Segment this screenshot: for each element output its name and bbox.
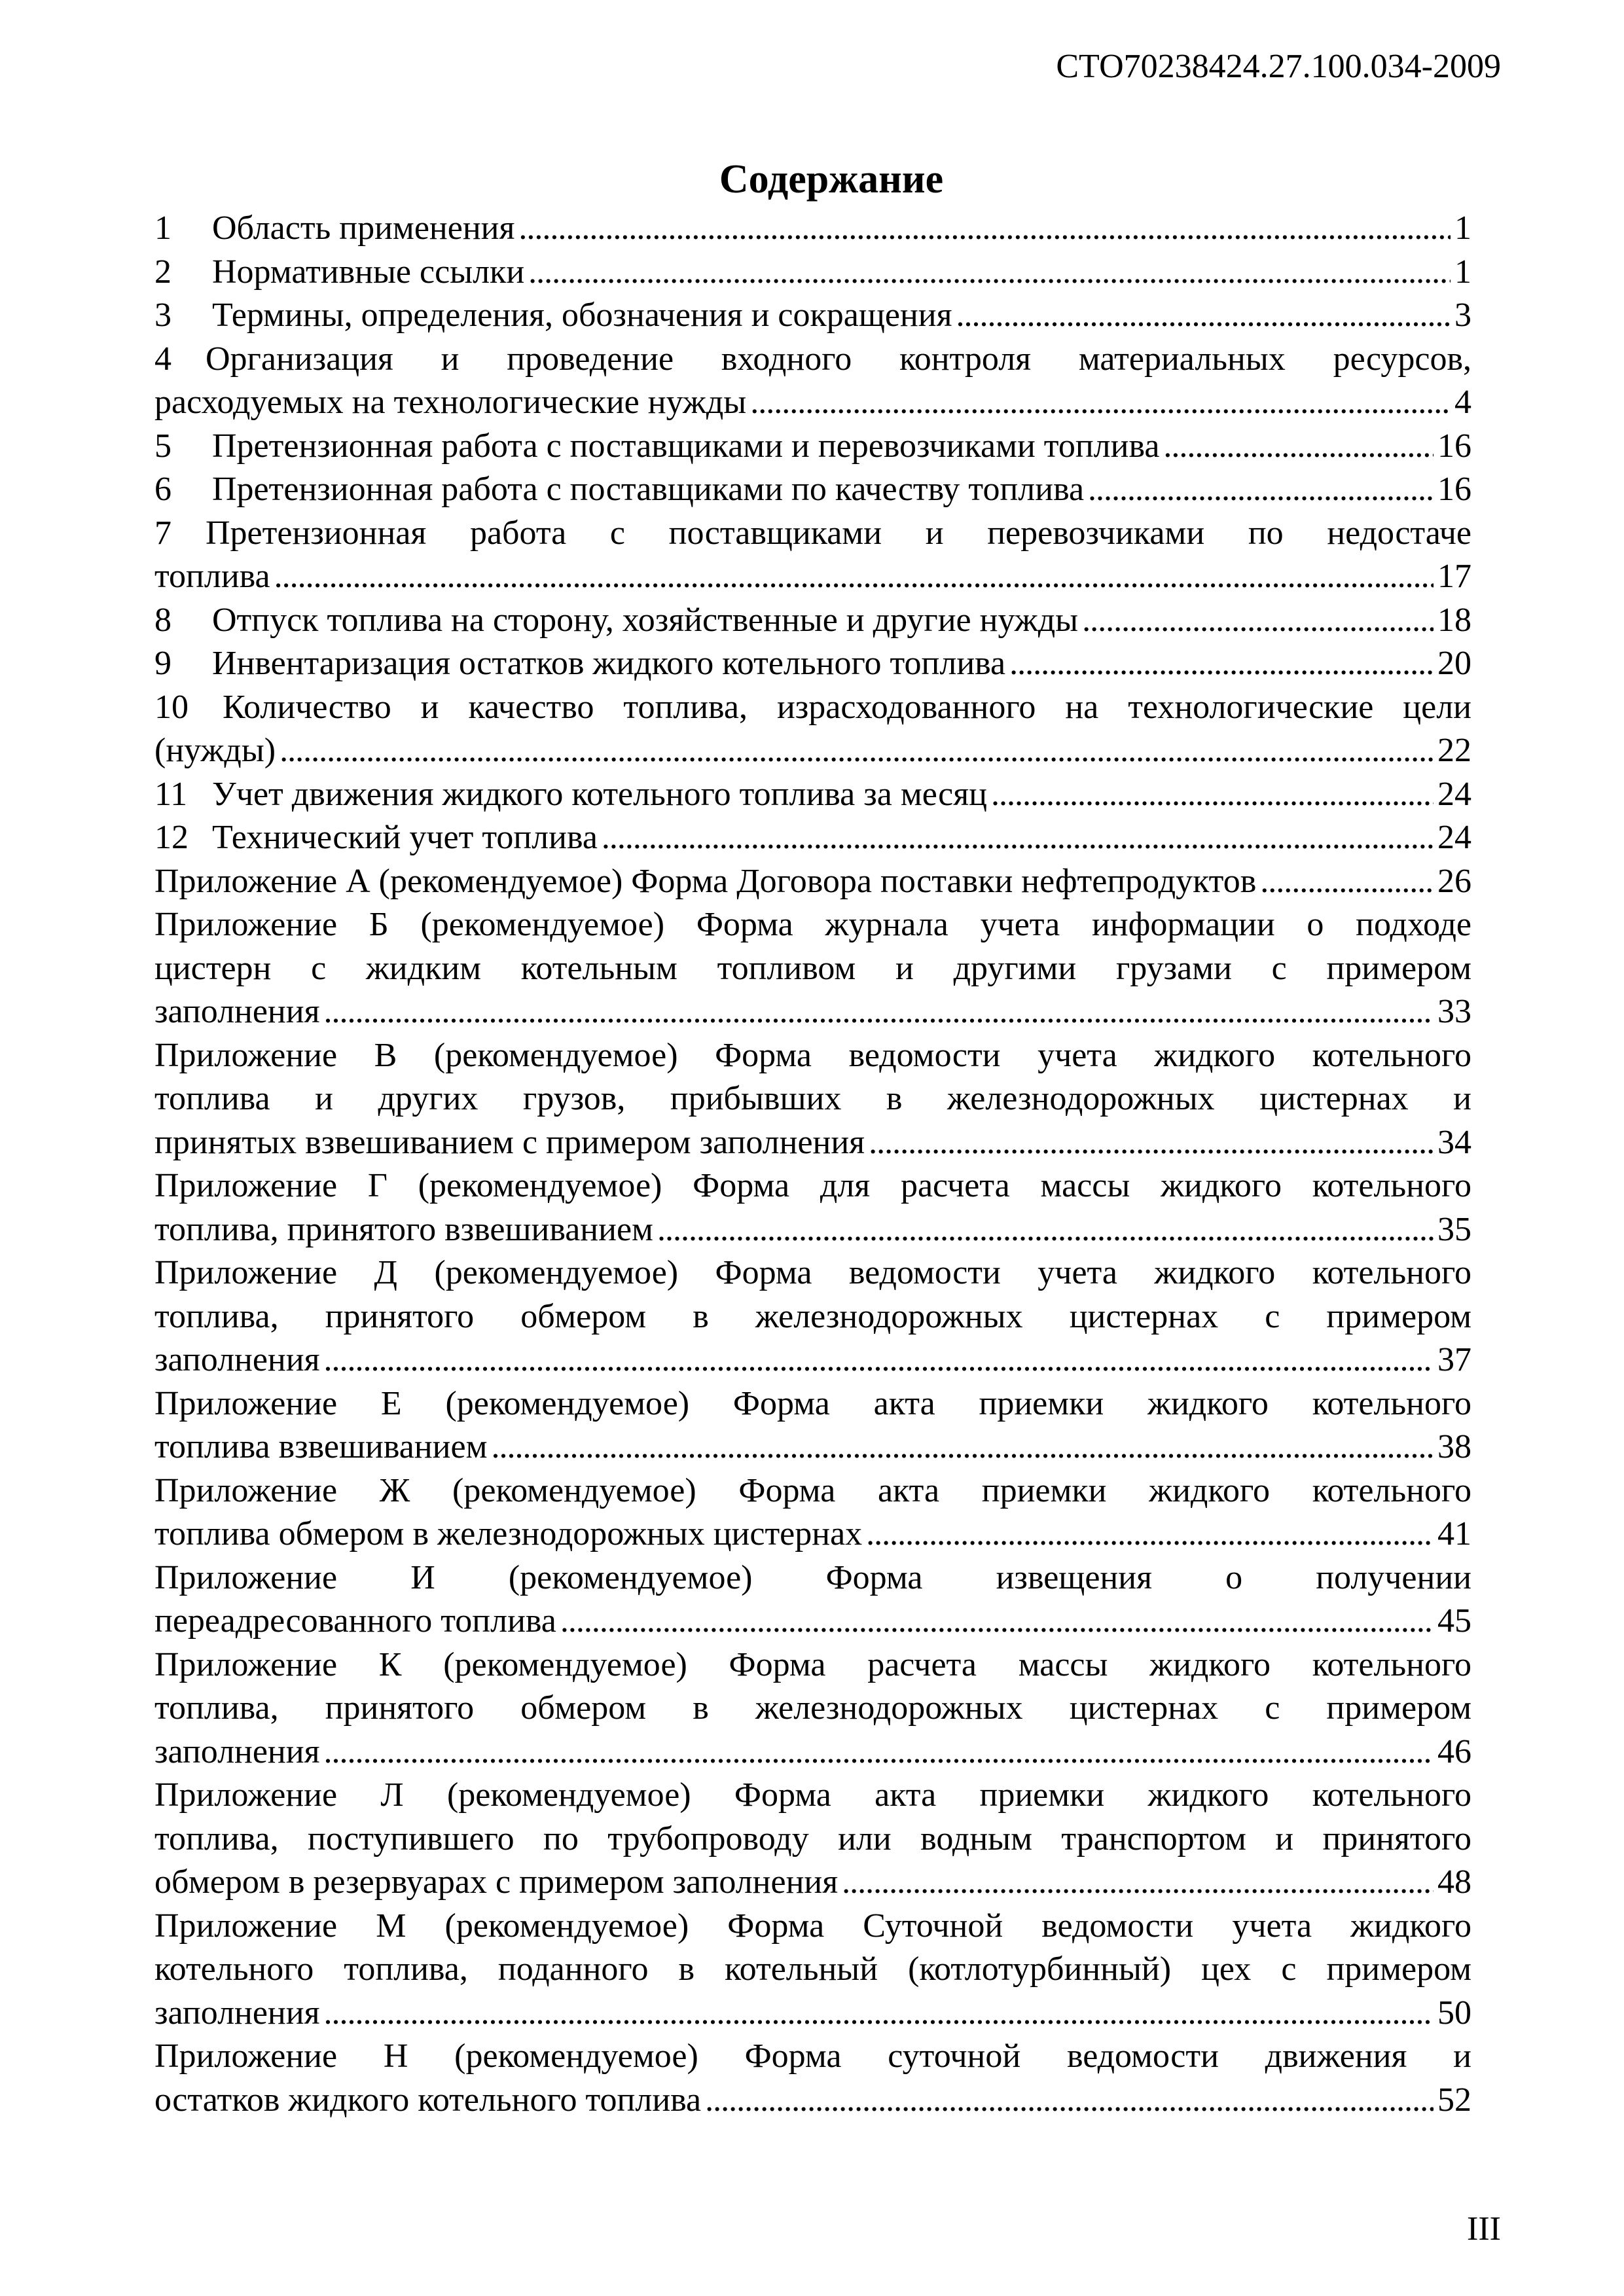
- toc-entry-title: Приложение В (рекомендуемое) Форма ведомости учета жидкого котельного: [154, 1036, 1471, 1074]
- toc-entry-number: 12: [154, 819, 189, 856]
- toc-entry-title: заполнения: [154, 1341, 320, 1378]
- toc-entry-line: [154, 947, 1471, 991]
- toc-entry-title: заполнения: [154, 993, 320, 1030]
- toc-entry-line-last: [154, 1513, 1471, 1556]
- toc-entry-line-last: [154, 729, 1471, 773]
- toc-leader-dots: [657, 1208, 1434, 1252]
- toc-page-number: 48: [1437, 1863, 1471, 1901]
- toc-entry-line: [154, 1643, 1471, 1687]
- toc-leader-dots: [602, 816, 1434, 860]
- toc-page-number: 4: [1454, 384, 1471, 421]
- toc-leader-dots: [528, 251, 1451, 295]
- toc-leader-dots: [991, 773, 1434, 817]
- toc-entry-line-last: [154, 555, 1471, 599]
- toc-entry-title: Приложение Н (рекомендуемое) Форма суточной ведомости движения и: [154, 2037, 1471, 2075]
- toc-entry-title: Претензионная работа с поставщиками и перевозчиками топлива: [212, 427, 1160, 465]
- toc-entry-line: [154, 686, 1471, 730]
- toc-leader-dots: [518, 207, 1451, 251]
- toc-entry-number: 1: [154, 209, 171, 247]
- toc-leader-dots: [560, 1600, 1434, 1643]
- toc-leader-dots: [324, 990, 1434, 1034]
- toc-page-number: 35: [1437, 1210, 1471, 1248]
- toc-entry-number: 8: [154, 601, 171, 639]
- toc-page-number: 17: [1437, 558, 1471, 595]
- toc-entry-title: расходуемых на технологические нужды: [154, 384, 747, 421]
- toc-entry-number: 5: [154, 427, 171, 465]
- toc-entry-number: 4: [154, 340, 206, 378]
- toc-leader-dots: [1163, 425, 1434, 469]
- toc-entry-number: 7: [154, 514, 206, 552]
- toc-page-number: 24: [1437, 775, 1471, 813]
- toc-entry-line: [154, 1905, 1471, 1948]
- toc-leader-dots: [280, 729, 1434, 773]
- toc-entry-line-last: [154, 1600, 1471, 1643]
- toc-entry-line: [154, 1818, 1471, 1861]
- toc-entry-line-last: [154, 642, 1471, 686]
- toc-entry-line-last: [154, 468, 1471, 512]
- toc-page-number: 26: [1437, 862, 1471, 900]
- toc-entry-title: Область применения: [212, 209, 515, 247]
- toc-entry-number: 3: [154, 296, 171, 334]
- toc-entry-title: Инвентаризация остатков жидкого котельного топлива: [212, 645, 1006, 682]
- toc-entry-line-last: [154, 990, 1471, 1034]
- toc-page-number: 1: [1454, 253, 1471, 291]
- toc-entry-line: [154, 1034, 1471, 1078]
- toc-entry-title: топлива: [154, 558, 270, 595]
- toc-entry-line-last: [154, 599, 1471, 643]
- toc-entry-title: Приложение Д (рекомендуемое) Форма ведомости учета жидкого котельного: [154, 1254, 1471, 1291]
- toc-entry-line: [154, 1556, 1471, 1600]
- toc-entry-number: 6: [154, 471, 171, 508]
- toc-entry-title: топлива, принятого обмером в железнодорожных цистернах с примером: [154, 1689, 1471, 1727]
- toc-entry-line: [154, 1077, 1471, 1121]
- toc-entry-line: [154, 1251, 1471, 1295]
- toc-entry-title: (нужды): [154, 732, 276, 769]
- toc-entry-title: обмером в резервуарах с примером заполнения: [154, 1863, 839, 1901]
- toc-entry-title: Нормативные ссылки: [212, 253, 525, 291]
- toc-entry-title: Приложение И (рекомендуемое) Форма извещения о получении: [154, 1558, 1471, 1596]
- toc-entry-line-last: [154, 381, 1471, 425]
- toc-entry-line-last: [154, 1861, 1471, 1905]
- toc-entry-title: Приложение Л (рекомендуемое) Форма акта приемки жидкого котельного: [154, 1776, 1471, 1814]
- toc-page-number: 52: [1437, 2081, 1471, 2119]
- toc-leader-dots: [842, 1861, 1434, 1905]
- toc-page-number: 34: [1437, 1123, 1471, 1161]
- toc-entry-number: 11: [154, 775, 188, 813]
- toc-entry-line: [154, 1774, 1471, 1818]
- toc-leader-dots: [705, 2079, 1434, 2123]
- toc-entry-line-last: [154, 1426, 1471, 1469]
- toc-entry-number: 2: [154, 253, 171, 291]
- toc-page-number: 33: [1437, 993, 1471, 1030]
- toc-leader-dots: [491, 1426, 1434, 1469]
- toc-entry-line: [154, 1295, 1471, 1339]
- toc-entry-line: [154, 1382, 1471, 1426]
- toc-page-number: 3: [1454, 296, 1471, 334]
- toc-leader-dots: [274, 555, 1434, 599]
- toc-entry-title: Количество и качество топлива, израсходованного на технологические цели: [223, 688, 1471, 726]
- toc-entry-line-last: [154, 1992, 1471, 2036]
- toc-page-number: 37: [1437, 1341, 1471, 1378]
- toc-entry-title: Приложение Б (рекомендуемое) Форма журнала учета информации о подходе: [154, 906, 1471, 943]
- toc-leader-dots: [869, 1121, 1434, 1165]
- toc-entry-line-last: [154, 1121, 1471, 1165]
- toc-entry-title: цистерн с жидким котельным топливом и другими грузами с примером: [154, 949, 1471, 987]
- toc-page-number: 16: [1437, 427, 1471, 465]
- toc-entry-title: заполнения: [154, 1994, 320, 2032]
- toc-leader-dots: [324, 1338, 1434, 1382]
- toc-entry-title: Претензионная работа с поставщиками по качеству топлива: [212, 471, 1085, 508]
- toc-entry-title: Приложение А (рекомендуемое) Форма Договора поставки нефтепродуктов: [154, 862, 1257, 900]
- toc-leader-dots: [324, 1992, 1434, 2036]
- toc-entry-line-last: [154, 207, 1471, 251]
- toc-leader-dots: [1082, 599, 1434, 643]
- toc-entry-number: 10: [154, 688, 223, 726]
- toc-entry-title: принятых взвешиванием с примером заполнения: [154, 1123, 865, 1161]
- toc-page-number: 18: [1437, 601, 1471, 639]
- toc-entry-title: Технический учет топлива: [212, 819, 598, 856]
- toc-page-number: 16: [1437, 471, 1471, 508]
- page-number: III: [1467, 2210, 1501, 2248]
- page-title: Содержание: [719, 157, 944, 202]
- toc-leader-dots: [1088, 468, 1434, 512]
- toc-page-number: 41: [1437, 1515, 1471, 1552]
- toc-entry-line: [154, 1469, 1471, 1513]
- toc-entry-line-last: [154, 816, 1471, 860]
- toc-leader-dots: [866, 1513, 1434, 1556]
- toc-entry-title: Приложение Г (рекомендуемое) Форма для расчета массы жидкого котельного: [154, 1167, 1471, 1204]
- toc-entry-line-last: [154, 1731, 1471, 1774]
- toc-page-number: 20: [1437, 645, 1471, 682]
- toc-entry-line-last: [154, 294, 1471, 338]
- toc-page-number: 1: [1454, 209, 1471, 247]
- table-of-contents: [154, 207, 1471, 2122]
- toc-entry-line: [154, 2035, 1471, 2079]
- toc-leader-dots: [750, 381, 1451, 425]
- toc-entry-line-last: [154, 2079, 1471, 2123]
- toc-entry-line: [154, 512, 1471, 556]
- toc-entry-title: Учет движения жидкого котельного топлива за месяц: [212, 775, 987, 813]
- toc-page-number: 22: [1437, 732, 1471, 769]
- toc-entry-title: Претензионная работа с поставщиками и перевозчиками по недостаче: [206, 514, 1471, 552]
- toc-entry-line-last: [154, 251, 1471, 295]
- toc-page-number: 50: [1437, 1994, 1471, 2032]
- toc-entry-title: топлива, принятого взвешиванием: [154, 1210, 653, 1248]
- toc-entry-title: остатков жидкого котельного топлива: [154, 2081, 702, 2119]
- toc-leader-dots: [1009, 642, 1434, 686]
- toc-entry-line-last: [154, 860, 1471, 904]
- toc-entry-line-last: [154, 773, 1471, 817]
- toc-entry-title: Приложение Ж (рекомендуемое) Форма акта приемки жидкого котельного: [154, 1471, 1471, 1509]
- toc-entry-title: топлива обмером в железнодорожных цистернах: [154, 1515, 863, 1552]
- toc-entry-line: [154, 338, 1471, 382]
- toc-entry-line-last: [154, 1208, 1471, 1252]
- toc-leader-dots: [956, 294, 1451, 338]
- toc-entry-line: [154, 1164, 1471, 1208]
- toc-entry-title: Термины, определения, обозначения и сокращения: [212, 296, 952, 334]
- toc-entry-line: [154, 903, 1471, 947]
- toc-page-number: 45: [1437, 1602, 1471, 1640]
- document-code: СТО70238424.27.100.034-2009: [1056, 48, 1501, 85]
- toc-entry-title: переадресованного топлива: [154, 1602, 556, 1640]
- toc-entry-number: 9: [154, 645, 171, 682]
- toc-entry-title: Приложение К (рекомендуемое) Форма расчета массы жидкого котельного: [154, 1645, 1471, 1683]
- toc-entry-title: топлива, поступившего по трубопроводу или водным транспортом и принятого: [154, 1820, 1471, 1857]
- toc-page-number: 38: [1437, 1428, 1471, 1465]
- toc-leader-dots: [324, 1731, 1434, 1774]
- toc-entry-line-last: [154, 425, 1471, 469]
- toc-page-number: 46: [1437, 1732, 1471, 1770]
- toc-entry-title: Приложение Е (рекомендуемое) Форма акта приемки жидкого котельного: [154, 1384, 1471, 1422]
- toc-entry-title: топлива, принятого обмером в железнодорожных цистернах с примером: [154, 1297, 1471, 1335]
- toc-entry-title: Отпуск топлива на сторону, хозяйственные и другие нужды: [212, 601, 1079, 639]
- toc-leader-dots: [1260, 860, 1434, 904]
- toc-entry-title: котельного топлива, поданного в котельный (котлотурбинный) цех с примером: [154, 1950, 1471, 1988]
- toc-entry-title: топлива и других грузов, прибывших в железнодорожных цистернах и: [154, 1080, 1471, 1117]
- toc-entry-title: заполнения: [154, 1732, 320, 1770]
- toc-entry-title: Организация и проведение входного контроля материальных ресурсов,: [206, 340, 1471, 378]
- toc-entry-line: [154, 1687, 1471, 1731]
- toc-entry-title: Приложение М (рекомендуемое) Форма Суточной ведомости учета жидкого: [154, 1907, 1471, 1945]
- toc-page-number: 24: [1437, 819, 1471, 856]
- toc-entry-title: топлива взвешиванием: [154, 1428, 488, 1465]
- toc-entry-line: [154, 1948, 1471, 1992]
- toc-entry-line-last: [154, 1338, 1471, 1382]
